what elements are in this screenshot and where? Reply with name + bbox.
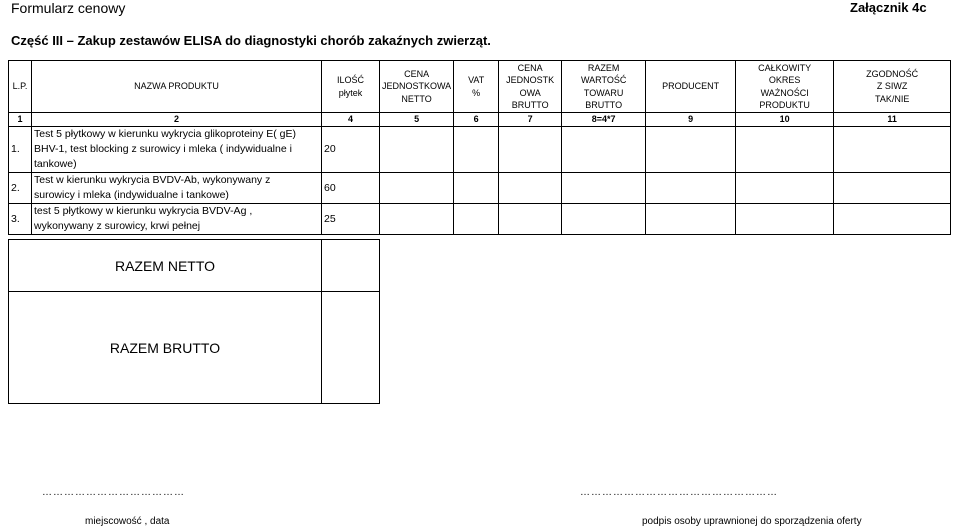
part-title: Część III – Zakup zestawów ELISA do diagnostyki chorób zakaźnych zwierząt. (11, 33, 491, 48)
row-product-name: test 5 płytkowy w kierunku wykrycia BVDV-Ag , wykonywany z surowicy, krwi pełnej (32, 204, 322, 235)
row-siwz-cell[interactable] (834, 127, 951, 173)
header-producer: PRODUCENT (646, 61, 736, 113)
row-quantity: 25 (322, 204, 380, 235)
row-quantity: 60 (322, 173, 380, 204)
price-table (8, 60, 951, 235)
summary-net-label: RAZEM NETTO (9, 240, 322, 292)
col-num: 5 (380, 113, 454, 127)
header-shelf-life: CAŁKOWITY OKRES WAŻNOŚCI PRODUKTU (736, 61, 834, 113)
col-num: 9 (646, 113, 736, 127)
row-unit-gross-cell[interactable] (499, 173, 562, 204)
signature-label: podpis osoby uprawnionej do sporządzenia oferty (642, 516, 862, 527)
row-vat-cell[interactable] (454, 127, 499, 173)
document-title: Formularz cenowy (11, 0, 126, 16)
summary-gross-value[interactable] (322, 292, 380, 404)
row-unit-gross-cell[interactable] (499, 204, 562, 235)
col-num: 7 (499, 113, 562, 127)
summary-gross-label: RAZEM BRUTTO (9, 292, 322, 404)
row-producer-cell[interactable] (646, 127, 736, 173)
col-num: 6 (454, 113, 499, 127)
header-row (9, 61, 951, 113)
header-unit-gross: CENA JEDNOSTK OWA BRUTTO (499, 61, 562, 113)
row-unit-net-cell[interactable] (380, 204, 454, 235)
row-siwz-cell[interactable] (834, 204, 951, 235)
col-num: 1 (9, 113, 32, 127)
row-producer-cell[interactable] (646, 204, 736, 235)
table-row (9, 127, 951, 173)
summary-table (8, 239, 380, 404)
row-unit-net-cell[interactable] (380, 127, 454, 173)
header-vat: VAT % (454, 61, 499, 113)
header-total-gross: RAZEM WARTOŚĆ TOWARU BRUTTO (562, 61, 646, 113)
row-siwz-cell[interactable] (834, 173, 951, 204)
row-product-name: Test 5 płytkowy w kierunku wykrycia glikoproteiny E( gE) BHV-1, test blocking z surowicy i mleka ( indywidualne i tankowe) (32, 127, 322, 173)
header-quantity: ILOŚĆ płytek (322, 61, 380, 113)
attachment-label: Załącznik 4c (850, 0, 927, 15)
row-producer-cell[interactable] (646, 173, 736, 204)
row-lp: 2. (9, 173, 32, 204)
header-product-name: NAZWA PRODUKTU (32, 61, 322, 113)
col-num: 2 (32, 113, 322, 127)
table-row (9, 204, 951, 235)
row-vat-cell[interactable] (454, 204, 499, 235)
row-unit-net-cell[interactable] (380, 173, 454, 204)
summary-gross-row (9, 292, 380, 404)
row-lp: 3. (9, 204, 32, 235)
row-quantity: 20 (322, 127, 380, 173)
row-shelf-life-cell[interactable] (736, 127, 834, 173)
row-shelf-life-cell[interactable] (736, 204, 834, 235)
row-total-gross-cell[interactable] (562, 204, 646, 235)
col-num: 8=4*7 (562, 113, 646, 127)
col-num: 11 (834, 113, 951, 127)
place-date-dots: ………………………………… (42, 487, 185, 498)
row-lp: 1. (9, 127, 32, 173)
row-total-gross-cell[interactable] (562, 127, 646, 173)
header-unit-net: CENA JEDNOSTKOWA NETTO (380, 61, 454, 113)
header-lp: L.P. (9, 61, 32, 113)
column-number-row (9, 113, 951, 127)
row-unit-gross-cell[interactable] (499, 127, 562, 173)
col-num: 4 (322, 113, 380, 127)
row-shelf-life-cell[interactable] (736, 173, 834, 204)
col-num: 10 (736, 113, 834, 127)
signature-dots: ……………………………………………… (580, 487, 778, 498)
row-vat-cell[interactable] (454, 173, 499, 204)
summary-net-row (9, 240, 380, 292)
summary-net-value[interactable] (322, 240, 380, 292)
row-product-name: Test w kierunku wykrycia BVDV-Ab, wykonywany z surowicy i mleka (indywidualne i tankowe) (32, 173, 322, 204)
row-total-gross-cell[interactable] (562, 173, 646, 204)
header-siwz: ZGODNOŚĆ Z SIWZ TAK/NIE (834, 61, 951, 113)
place-date-label: miejscowość , data (85, 516, 170, 527)
table-row (9, 173, 951, 204)
